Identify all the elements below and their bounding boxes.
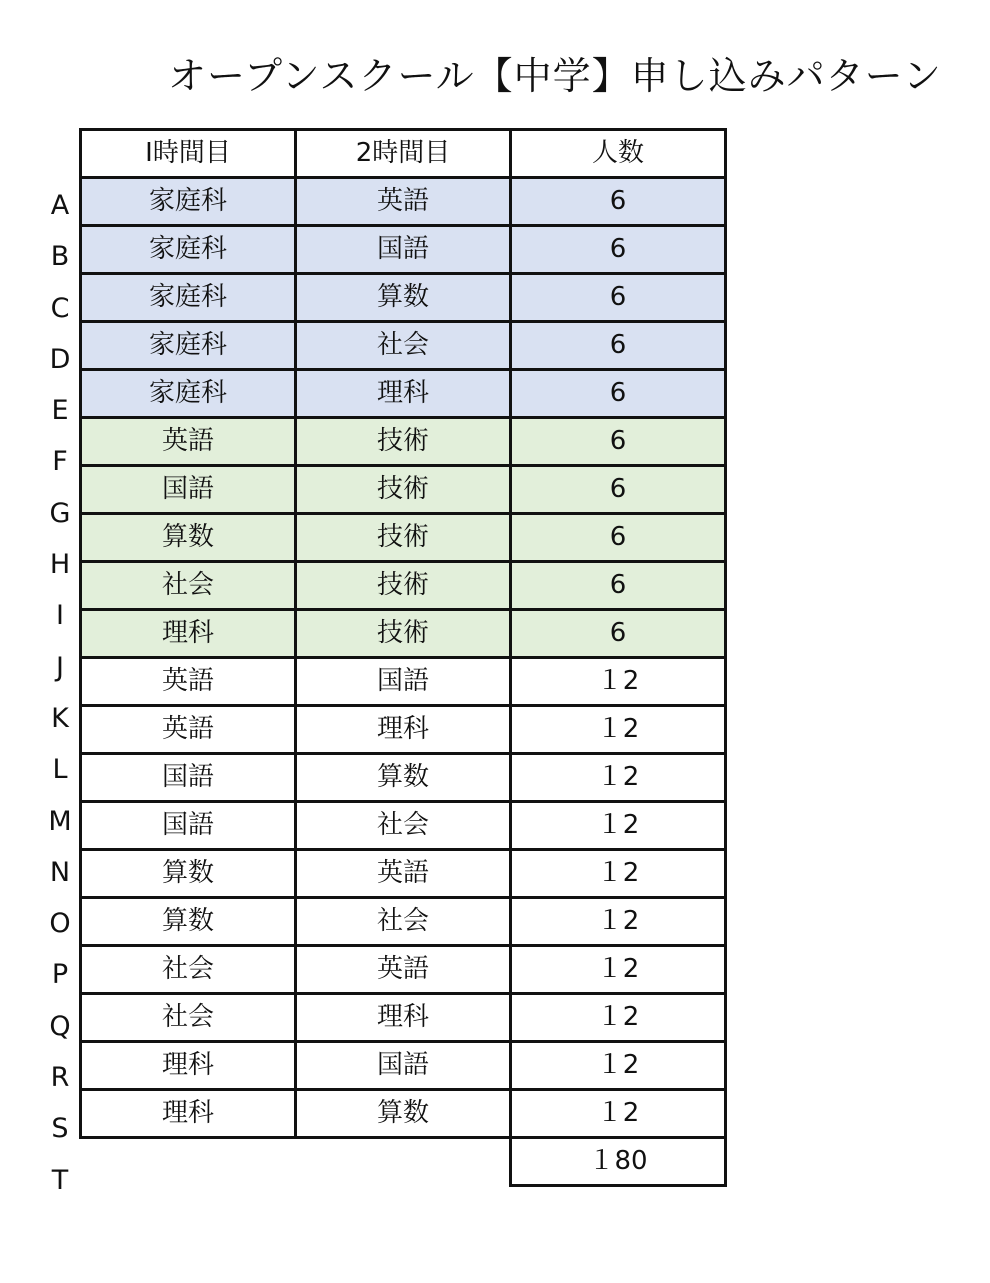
cell-count: １2 bbox=[511, 802, 726, 850]
row-label: A bbox=[50, 190, 70, 221]
row-label: Q bbox=[49, 1010, 71, 1042]
table-row bbox=[81, 706, 726, 754]
cell-period-2: 英語 bbox=[296, 850, 511, 898]
table-row bbox=[81, 850, 726, 898]
row-label-column bbox=[40, 180, 80, 1206]
cell-period-2: 技術 bbox=[296, 562, 511, 610]
cell-period-1: 家庭科 bbox=[81, 322, 296, 370]
cell-count: １2 bbox=[511, 1090, 726, 1138]
table-row bbox=[81, 274, 726, 322]
cell-period-1: 理科 bbox=[81, 1090, 296, 1138]
cell-count: １2 bbox=[511, 946, 726, 994]
cell-period-1: 英語 bbox=[81, 658, 296, 706]
cell-period-1: 社会 bbox=[81, 994, 296, 1042]
header-count: 人数 bbox=[511, 130, 726, 178]
cell-period-1: 家庭科 bbox=[81, 274, 296, 322]
cell-count: １2 bbox=[511, 994, 726, 1042]
cell-period-2: 国語 bbox=[296, 658, 511, 706]
cell-period-1: 社会 bbox=[81, 562, 296, 610]
cell-period-2: 算数 bbox=[296, 1090, 511, 1138]
cell-period-2: 技術 bbox=[296, 418, 511, 466]
table-row bbox=[81, 226, 726, 274]
cell-period-2: 理科 bbox=[296, 994, 511, 1042]
table-row bbox=[81, 370, 726, 418]
cell-period-2: 理科 bbox=[296, 370, 511, 418]
cell-period-1: 国語 bbox=[81, 802, 296, 850]
total-row bbox=[81, 1138, 726, 1186]
table-row bbox=[81, 466, 726, 514]
table-row bbox=[81, 994, 726, 1042]
cell-period-2: 英語 bbox=[296, 178, 511, 226]
row-label: I bbox=[56, 600, 64, 632]
header-period-1: Ⅰ時間目 bbox=[81, 130, 296, 178]
row-label: J bbox=[56, 651, 64, 683]
row-label: O bbox=[49, 908, 71, 940]
cell-period-2: 技術 bbox=[296, 466, 511, 514]
cell-period-1: 理科 bbox=[81, 1042, 296, 1090]
table-header-row bbox=[81, 130, 726, 178]
cell-period-1: 理科 bbox=[81, 610, 296, 658]
cell-count: 6 bbox=[511, 370, 726, 418]
table-row bbox=[81, 658, 726, 706]
pattern-table bbox=[79, 128, 727, 1187]
cell-count: 6 bbox=[511, 514, 726, 562]
cell-count: １2 bbox=[511, 754, 726, 802]
row-label: P bbox=[51, 959, 69, 991]
cell-period-1: 英語 bbox=[81, 706, 296, 754]
header-period-2: 2時間目 bbox=[296, 130, 511, 178]
row-label: H bbox=[49, 549, 71, 581]
total-blank-cell bbox=[81, 1138, 296, 1186]
cell-period-1: 家庭科 bbox=[81, 226, 296, 274]
table-row bbox=[81, 754, 726, 802]
table-row bbox=[81, 178, 726, 226]
cell-period-1: 算数 bbox=[81, 514, 296, 562]
cell-period-1: 家庭科 bbox=[81, 370, 296, 418]
table-row bbox=[81, 514, 726, 562]
cell-count: １2 bbox=[511, 706, 726, 754]
cell-count: １2 bbox=[511, 658, 726, 706]
cell-count: 6 bbox=[511, 418, 726, 466]
cell-period-2: 技術 bbox=[296, 514, 511, 562]
table-row bbox=[81, 898, 726, 946]
cell-period-2: 社会 bbox=[296, 322, 511, 370]
cell-period-1: 社会 bbox=[81, 946, 296, 994]
table-row bbox=[81, 610, 726, 658]
cell-count: 6 bbox=[511, 178, 726, 226]
table-row bbox=[81, 802, 726, 850]
cell-period-1: 算数 bbox=[81, 898, 296, 946]
table-row bbox=[81, 946, 726, 994]
total-count-cell: １80 bbox=[511, 1138, 726, 1186]
cell-period-2: 社会 bbox=[296, 802, 511, 850]
cell-count: １2 bbox=[511, 1042, 726, 1090]
cell-count: 6 bbox=[511, 466, 726, 514]
cell-period-1: 家庭科 bbox=[81, 178, 296, 226]
cell-count: １2 bbox=[511, 850, 726, 898]
cell-period-2: 算数 bbox=[296, 754, 511, 802]
cell-count: 6 bbox=[511, 562, 726, 610]
cell-period-2: 国語 bbox=[296, 1042, 511, 1090]
table-row bbox=[81, 562, 726, 610]
page-title: オープンスクール【中学】申し込みパターン bbox=[168, 54, 942, 98]
row-label: L bbox=[52, 754, 68, 786]
cell-period-1: 国語 bbox=[81, 754, 296, 802]
row-label: S bbox=[51, 1113, 69, 1145]
row-label: K bbox=[51, 702, 69, 734]
cell-period-2: 社会 bbox=[296, 898, 511, 946]
cell-count: 6 bbox=[511, 610, 726, 658]
row-label: N bbox=[49, 856, 71, 888]
table-row bbox=[81, 322, 726, 370]
table-row bbox=[81, 418, 726, 466]
row-label: G bbox=[49, 497, 71, 529]
row-label: D bbox=[49, 343, 71, 375]
cell-period-2: 算数 bbox=[296, 274, 511, 322]
cell-period-1: 算数 bbox=[81, 850, 296, 898]
row-label: R bbox=[50, 1062, 70, 1094]
cell-period-2: 国語 bbox=[296, 226, 511, 274]
row-label: B bbox=[50, 241, 70, 273]
total-blank-cell bbox=[296, 1138, 511, 1186]
cell-count: 6 bbox=[511, 322, 726, 370]
row-label: F bbox=[52, 446, 68, 478]
table-row bbox=[81, 1042, 726, 1090]
row-label: T bbox=[51, 1164, 69, 1196]
table-row bbox=[81, 1090, 726, 1138]
row-label: E bbox=[51, 395, 69, 427]
cell-period-2: 英語 bbox=[296, 946, 511, 994]
cell-period-1: 国語 bbox=[81, 466, 296, 514]
cell-count: 6 bbox=[511, 226, 726, 274]
cell-period-2: 理科 bbox=[296, 706, 511, 754]
row-label: M bbox=[48, 805, 72, 837]
cell-count: １2 bbox=[511, 898, 726, 946]
cell-count: 6 bbox=[511, 274, 726, 322]
cell-period-1: 英語 bbox=[81, 418, 296, 466]
cell-period-2: 技術 bbox=[296, 610, 511, 658]
row-label: C bbox=[50, 292, 70, 324]
